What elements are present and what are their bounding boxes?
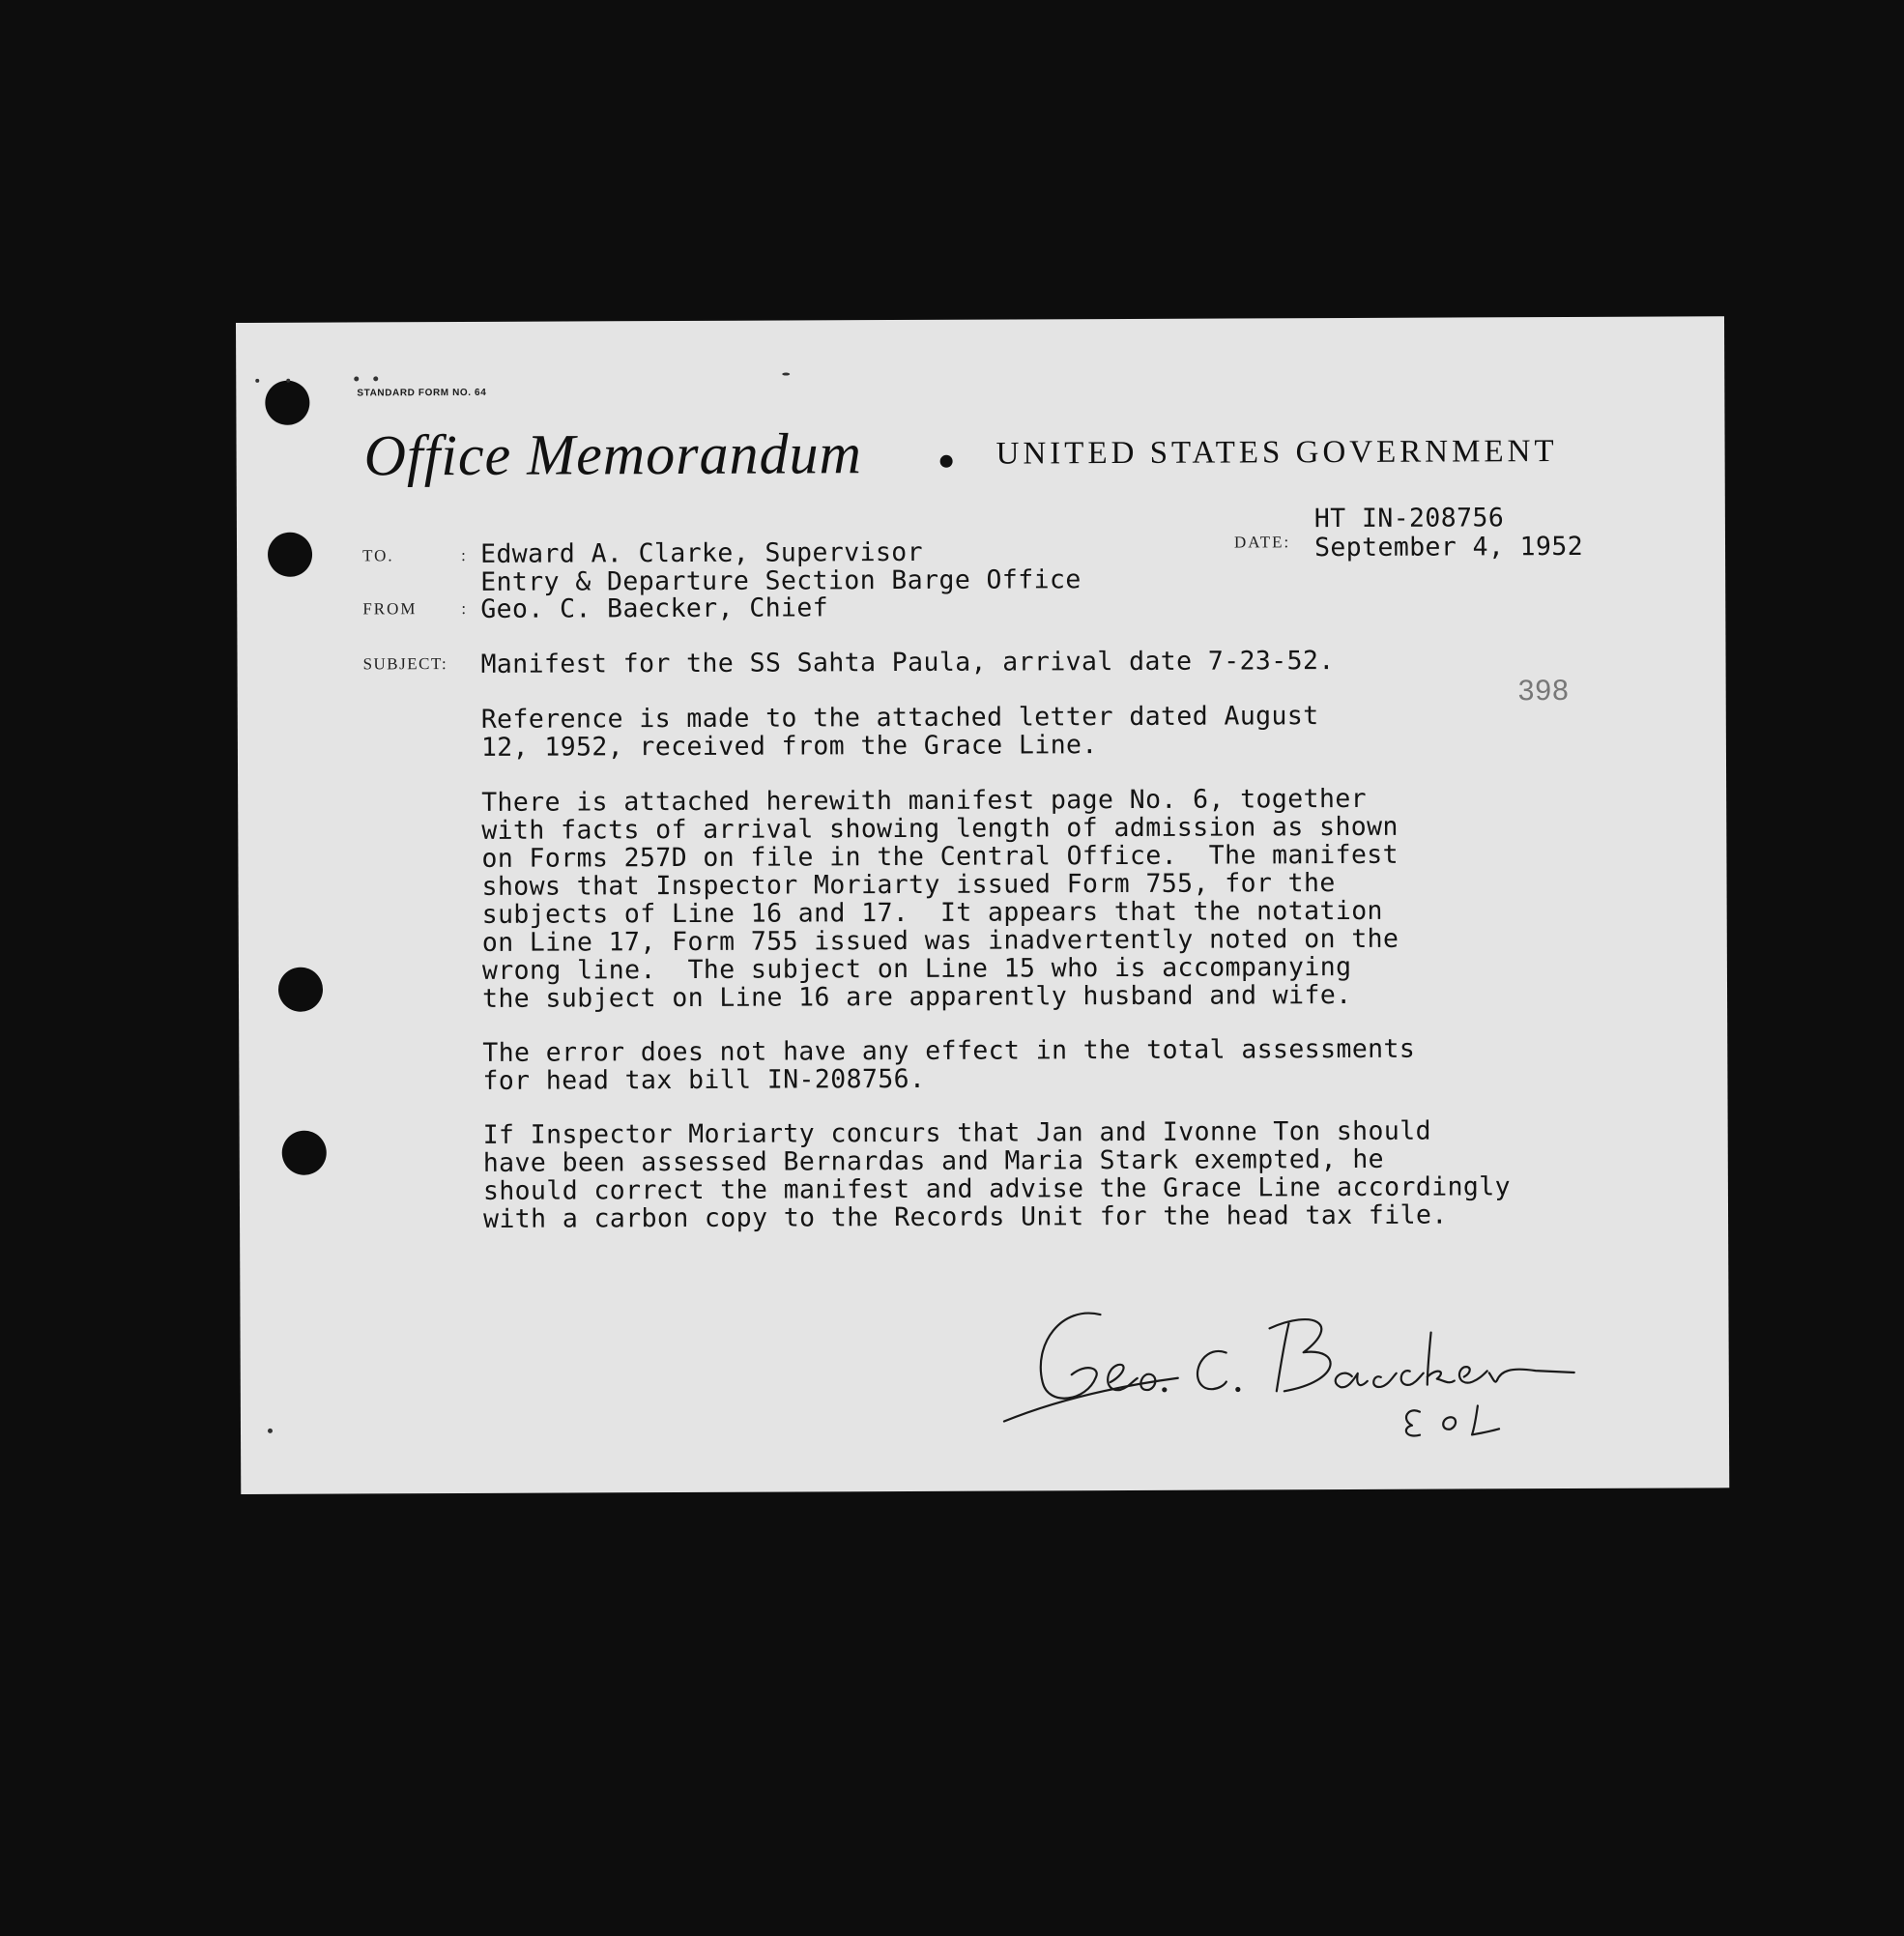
agency-name: UNITED STATES GOVERNMENT xyxy=(995,434,1558,472)
punch-hole xyxy=(278,968,323,1012)
date-value: September 4, 1952 xyxy=(1313,531,1584,563)
standard-form-number: STANDARD FORM NO. 64 xyxy=(357,387,487,399)
punch-hole xyxy=(282,1131,327,1175)
subject-label: SUBJECT: xyxy=(362,654,448,674)
date-label: DATE: xyxy=(1233,533,1291,552)
to-line-1: Edward A. Clarke, Supervisor xyxy=(479,536,924,569)
subject-value: Manifest for the SS Sahta Paula, arrival date 7-23-52. xyxy=(480,646,1335,679)
memo-sheet: STANDARD FORM NO. 64 Office Memorandum UNITED STATES GOVERNMENT TO. : Edward A. Clarke, Supervisor Entry & Departure Section Barge Office FROM : Geo. C. Baecker, Chief DATE: HT IN-208756 September 4, 1952 SUBJECT: Manifest for the SS Sahta Paula, arrival date 7-23-52. 398 Reference is made to the attached letter dated August 12, 1952, received from the Grace Line. There is attached herewith manifest page No. 6, together with facts of arrival showing length of admission as shown on Forms 257D on file in the Central Office. The manifest shows that Inspector Moriarty issued Form 755, for the subjects of Line 16 and 17. It appears that the notation on Line 17, Form 755 issued was inadvertently noted on the wrong line. The subject on Line 15 who is accompanying the subject on Line 16 are apparently husband and wife. The error does not have any effect in the total assessments for head tax bill IN-208756. If Inspector Moriarty concurs that Jan and Ivonne Ton should have been assessed Bernardas and Maria Stark exempted, he should correct the manifest and advise the Grace Line accordingly with a carbon copy to the Records Unit for the head tax file. xyxy=(236,316,1729,1494)
handwritten-signature xyxy=(994,1284,1613,1441)
body-paragraph: The error does not have any effect in the total assessments for head tax bill IN-208756. xyxy=(482,1033,1416,1096)
to-line-2: Entry & Departure Section Barge Office xyxy=(480,564,1082,597)
title-bullet xyxy=(940,455,953,468)
from-label: FROM xyxy=(362,599,418,619)
body-paragraph: There is attached herewith manifest page No. 6, together with facts of arrival showing length of admission as shown on Forms 257D on file in the Central Office. The manifest shows that Inspector Moriarty issued Form 755, for the subjects of Line 16 and 17. It appears that the notation on Line 17, Form 755 issued was inadvertently noted on the wrong line. The subject on Line 15 who is accompanying the subject on Line 16 are apparently husband and wife. xyxy=(481,783,1399,1014)
from-value: Geo. C. Baecker, Chief xyxy=(480,592,829,624)
memo-title: Office Memorandum xyxy=(363,421,862,488)
page-stamp-number: 398 xyxy=(1517,674,1570,708)
to-label: TO. xyxy=(362,546,394,565)
reference-number: HT IN-208756 xyxy=(1313,503,1505,535)
body-paragraph: Reference is made to the attached letter dated August 12, 1952, received from the Grace Line. xyxy=(480,701,1319,763)
punch-hole xyxy=(265,381,309,425)
body-paragraph: If Inspector Moriarty concurs that Jan and Ivonne Ton should have been assessed Bernardas and Maria Stark exempted, he should correct the manifest and advise the Grace Line accordingly with a carbon copy to the Records Unit for the head tax file. xyxy=(482,1115,1512,1234)
punch-hole xyxy=(268,533,312,577)
